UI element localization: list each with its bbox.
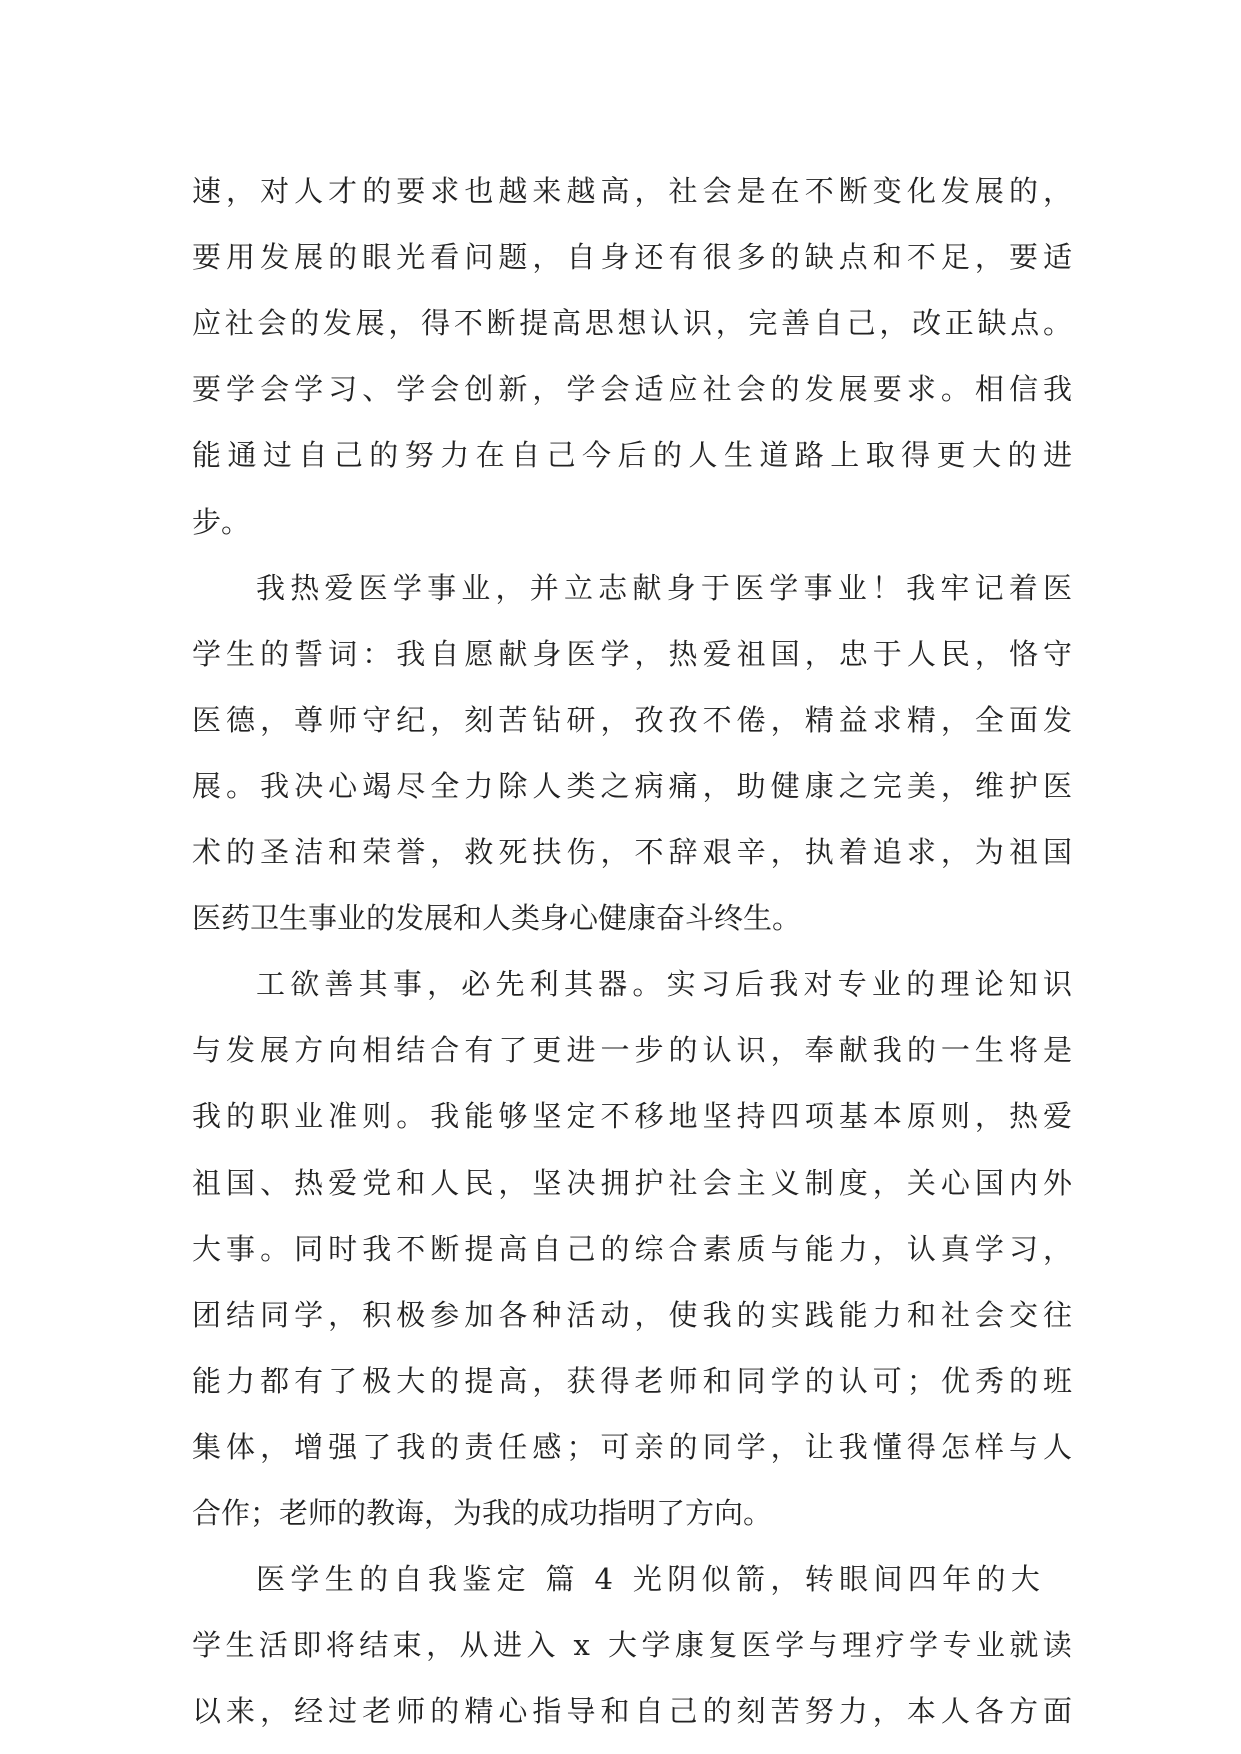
text-line: 以来，经过老师的精心指导和自己的刻苦努力，本人各方面 (192, 1694, 1078, 1729)
text-line: 合作；老师的教诲，为我的成功指明了方向。 (192, 1496, 773, 1530)
text-line: 我的职业准则。我能够坚定不移地坚持四项基本原则，热爱 (192, 1099, 1078, 1134)
text-line: 术的圣洁和荣誉，救死扶伤，不辞艰辛，执着追求，为祖国 (192, 835, 1078, 869)
text-line: 要用发展的眼光看问题，自身还有很多的缺点和不足，要适 (192, 240, 1078, 275)
text-line: 能通过自己的努力在自己今后的人生道路上取得更大的进 (192, 438, 1079, 473)
text-line: 大事。同时我不断提高自己的综合素质与能力，认真学习， (192, 1231, 1078, 1266)
text-line: 能力都有了极大的提高，获得老师和同学的认可；优秀的班 (192, 1363, 1078, 1398)
text-line: 应社会的发展，得不断提高思想认识，完善自己，改正缺点。 (192, 306, 1076, 341)
text-line: 医德，尊师守纪，刻苦钻研，孜孜不倦，精益求精，全面发 (192, 702, 1078, 737)
text-line: 祖国、热爱党和人民，坚决拥护社会主义制度，关心国内外 (192, 1165, 1078, 1200)
text-line: 要学会学习、学会创新，学会适应社会的发展要求。相信我 (192, 372, 1078, 407)
text-line: 医学生的自我鉴定 篇 4 光阴似箭，转眼间四年的大 (256, 1562, 1046, 1597)
text-line: 学生活即将结束，从进入 x 大学康复医学与理疗学专业就读 (192, 1628, 1077, 1663)
text-line: 团结同学，积极参加各种活动，使我的实践能力和社会交往 (192, 1297, 1078, 1332)
text-line: 工欲善其事，必先利其器。实习后我对专业的理论知识 (256, 967, 1078, 1002)
text-line: 展。我决心竭尽全力除人类之病痛，助健康之完美，维护医 (192, 768, 1078, 803)
text-line: 集体，增强了我的责任感；可亲的同学，让我懂得怎样与人 (192, 1429, 1078, 1464)
text-line: 医药卫生事业的发展和人类身心健康奋斗终生。 (192, 901, 802, 936)
text-line: 我热爱医学事业，并立志献身于医学事业！我牢记着医 (256, 570, 1078, 605)
text-line: 学生的誓词：我自愿献身医学，热爱祖国，忠于人民，恪守 (192, 636, 1078, 671)
text-line: 速，对人才的要求也越来越高，社会是在不断变化发展的， (192, 174, 1078, 208)
text-line: 步。 (192, 504, 251, 539)
text-line: 与发展方向相结合有了更进一步的认识，奉献我的一生将是 (192, 1033, 1078, 1068)
